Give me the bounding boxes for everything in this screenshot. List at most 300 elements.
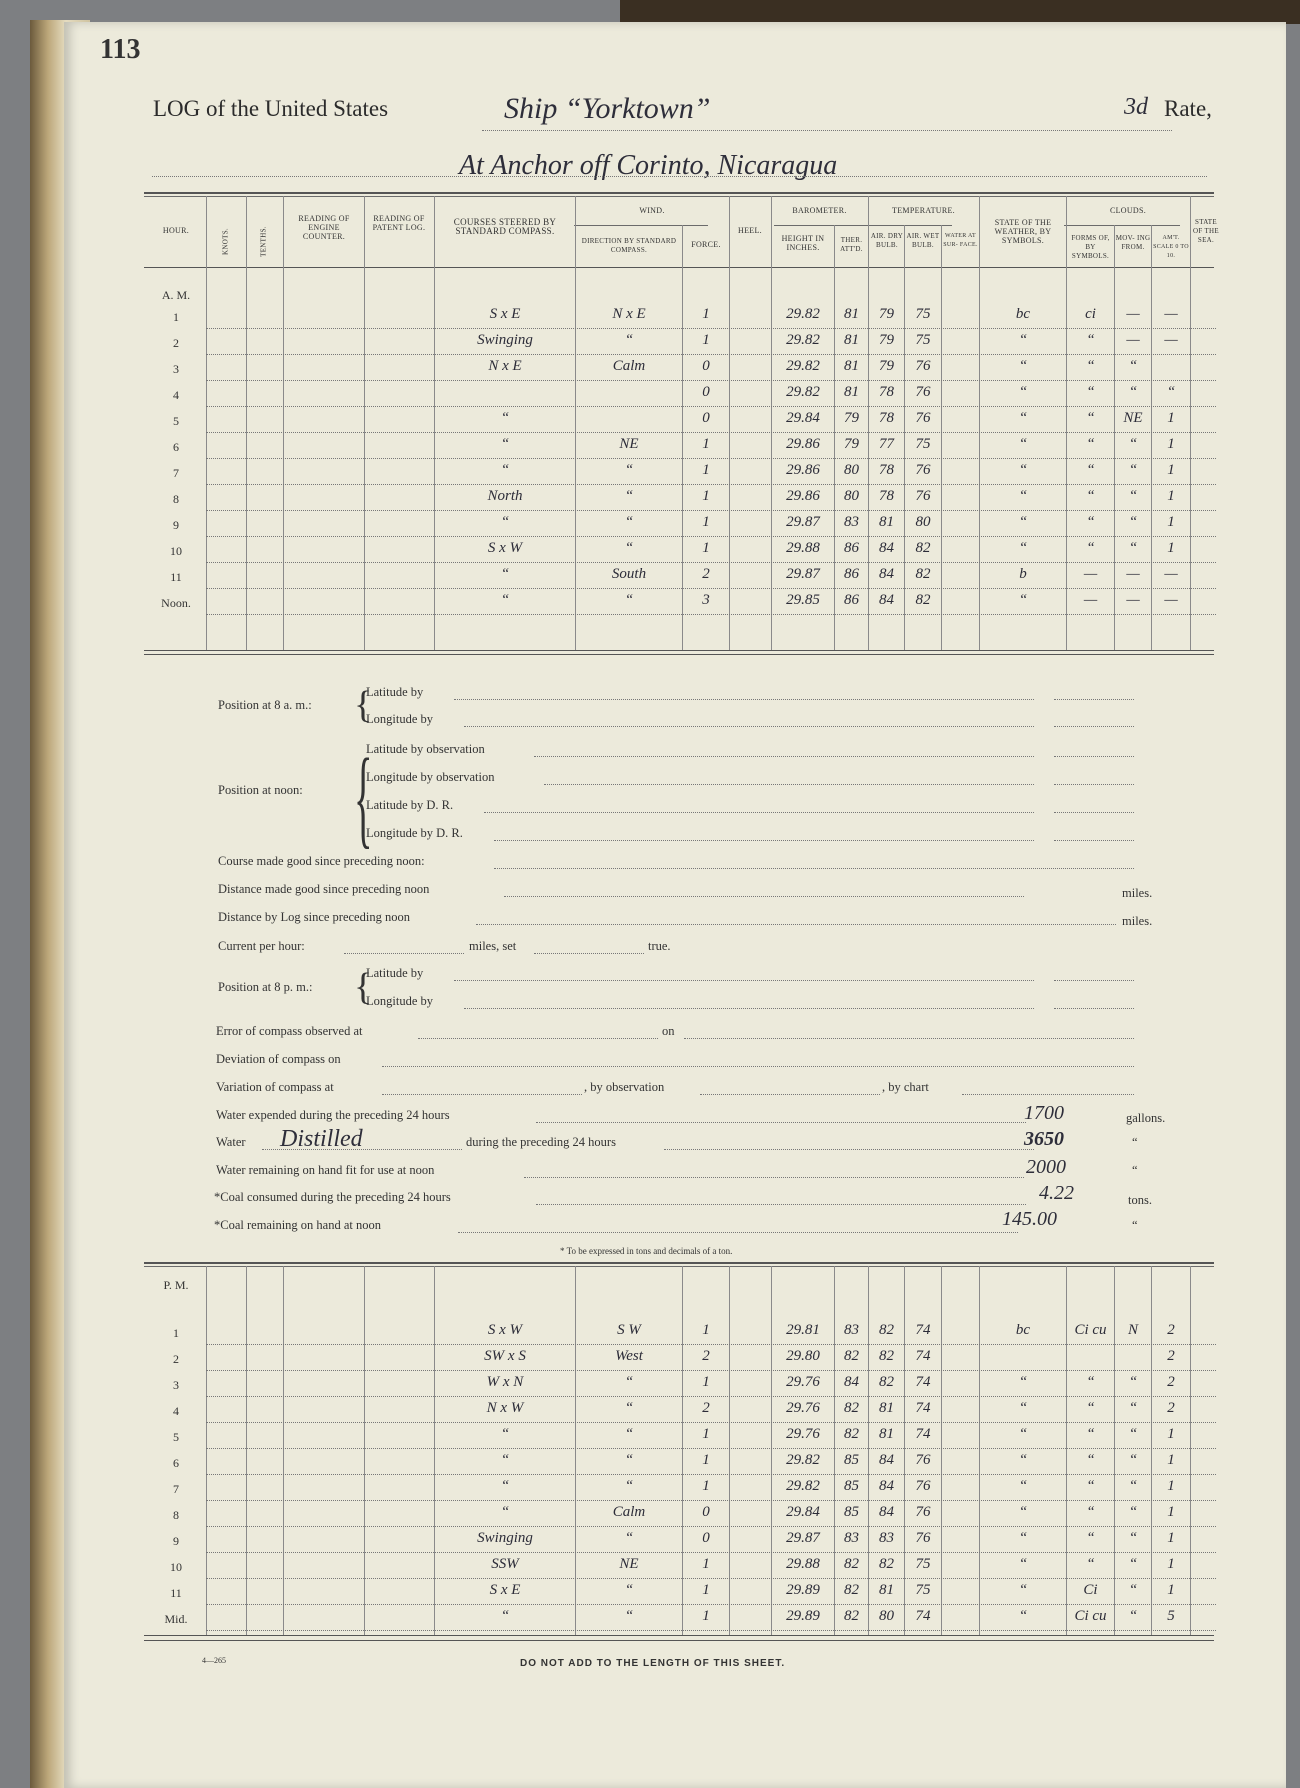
- brace-8am: {: [354, 684, 373, 726]
- wind-force-cell: 1: [702, 306, 710, 322]
- air-wet-cell: 75: [915, 1556, 931, 1572]
- air-dry-cell: 83: [879, 1530, 894, 1546]
- course-cell: “: [500, 1504, 510, 1520]
- cloud-amount-cell: 1: [1167, 1556, 1175, 1572]
- cloud-forms-cell: —: [1083, 592, 1098, 608]
- air-wet-cell: 76: [915, 410, 931, 426]
- pos-noon-long-dr: Longitude by D. R.: [366, 826, 463, 840]
- pos-noon-lat-dr: Latitude by D. R.: [366, 798, 454, 812]
- wind-force-cell: 1: [702, 1608, 710, 1624]
- cloud-amount-cell: 1: [1167, 1504, 1175, 1520]
- hdr-clouds: CLOUDS.: [1109, 206, 1147, 215]
- hour-cell: 6: [173, 440, 179, 454]
- cloud-amount-cell: 1: [1167, 540, 1175, 556]
- weather-state-cell: bc: [1015, 1322, 1031, 1338]
- coal-remaining-label: *Coal remaining on hand at noon: [214, 1218, 381, 1232]
- wind-direction-cell: Calm: [612, 1504, 646, 1520]
- cloud-amount-cell: 1: [1167, 1530, 1175, 1546]
- hour-cell: 10: [170, 1560, 182, 1574]
- hour-cell: 8: [173, 1508, 179, 1522]
- course-cell: N x E: [488, 358, 522, 374]
- course-cell: North: [487, 488, 523, 504]
- weather-state-cell: “: [1018, 1556, 1028, 1572]
- air-dry-cell: 84: [879, 540, 894, 556]
- air-dry-cell: 78: [879, 410, 894, 426]
- pos-8pm-long: Longitude by: [366, 994, 434, 1008]
- cloud-amount-cell: —: [1164, 592, 1178, 608]
- air-wet-cell: 74: [915, 1608, 931, 1624]
- cloud-amount-cell: —: [1164, 306, 1178, 322]
- cloud-amount-cell: —: [1164, 332, 1178, 348]
- air-dry-cell: 82: [879, 1556, 894, 1572]
- cloud-forms-cell: “: [1086, 540, 1095, 556]
- wind-force-cell: 1: [702, 1556, 710, 1572]
- baro-ther-cell: 80: [844, 462, 859, 478]
- hour-cell: 11: [170, 570, 182, 584]
- baro-ther-cell: 81: [844, 358, 859, 374]
- hour-cell: Noon.: [161, 596, 191, 610]
- baro-height-cell: 29.82: [786, 358, 820, 374]
- weather-state-cell: “: [1018, 1530, 1028, 1546]
- weather-state-cell: “: [1018, 1374, 1028, 1390]
- hdr-knots: KNOTS.: [221, 228, 230, 255]
- air-dry-cell: 81: [879, 1426, 894, 1442]
- cloud-moving-cell: “: [1128, 1400, 1138, 1416]
- cloud-forms-cell: “: [1086, 1530, 1095, 1546]
- course-cell: “: [500, 410, 510, 426]
- course-cell: Swinging: [477, 1530, 533, 1546]
- weather-state-cell: “: [1018, 592, 1028, 608]
- water-distilled-value: 3650: [1024, 1128, 1064, 1150]
- baro-ther-cell: 83: [844, 1322, 859, 1338]
- cloud-moving-cell: “: [1128, 1452, 1138, 1468]
- cloud-forms-cell: “: [1086, 1426, 1095, 1442]
- wind-force-cell: 2: [702, 566, 710, 582]
- baro-height-cell: 29.82: [786, 1452, 820, 1468]
- hour-cell: 4: [173, 388, 179, 402]
- baro-ther-cell: 86: [844, 540, 859, 556]
- weather-state-cell: “: [1018, 436, 1028, 452]
- distance-by-log: Distance by Log since preceding noon: [218, 910, 410, 924]
- cloud-moving-cell: “: [1128, 384, 1138, 400]
- water-distilled: Distilled: [280, 1126, 363, 1152]
- baro-height-cell: 29.85: [786, 592, 820, 608]
- cloud-moving-cell: “: [1128, 1426, 1138, 1442]
- wind-direction-cell: “: [624, 488, 634, 504]
- cloud-forms-cell: “: [1086, 1504, 1095, 1520]
- cloud-moving-cell: N: [1127, 1322, 1138, 1338]
- air-dry-cell: 79: [879, 332, 894, 348]
- air-dry-cell: 79: [879, 306, 894, 322]
- baro-ther-cell: 86: [844, 592, 859, 608]
- variation-by-observation: , by observation: [584, 1080, 665, 1094]
- baro-ther-cell: 82: [844, 1400, 859, 1416]
- form-number: 4—265: [202, 1656, 226, 1665]
- wind-force-cell: 0: [702, 358, 710, 374]
- wind-direction-cell: “: [624, 332, 634, 348]
- hdr-sea-state: STATE OF THE SEA.: [1193, 218, 1219, 244]
- air-wet-cell: 76: [915, 1504, 931, 1520]
- baro-height-cell: 29.87: [786, 566, 820, 582]
- baro-height-cell: 29.76: [786, 1374, 820, 1390]
- air-dry-cell: 84: [879, 592, 894, 608]
- cloud-forms-cell: “: [1086, 1374, 1095, 1390]
- baro-height-cell: 29.87: [786, 514, 820, 530]
- wind-direction-cell: “: [624, 1374, 634, 1390]
- air-dry-cell: 82: [879, 1322, 894, 1338]
- rate-label: Rate,: [1164, 96, 1212, 121]
- cloud-moving-cell: —: [1126, 566, 1140, 582]
- course-cell: S x E: [489, 306, 521, 322]
- air-wet-cell: 74: [915, 1426, 931, 1442]
- baro-height-cell: 29.80: [786, 1348, 820, 1364]
- coal-remaining-value: 145.00: [1002, 1208, 1057, 1230]
- hour-cell: 6: [173, 1456, 179, 1470]
- air-wet-cell: 76: [915, 1452, 931, 1468]
- air-wet-cell: 76: [915, 488, 931, 504]
- air-dry-cell: 78: [879, 384, 894, 400]
- wind-direction-cell: “: [624, 592, 634, 608]
- hdr-hour: HOUR.: [162, 226, 190, 235]
- cloud-forms-cell: “: [1086, 1452, 1095, 1468]
- wind-force-cell: 1: [702, 436, 710, 452]
- water-remaining-label: Water remaining on hand fit for use at noon: [216, 1163, 435, 1177]
- cloud-forms-cell: “: [1086, 332, 1095, 348]
- course-cell: “: [500, 1452, 510, 1468]
- water-remaining-value: 2000: [1026, 1156, 1066, 1178]
- wind-direction-cell: “: [624, 540, 634, 556]
- coal-consumed-value: 4.22: [1039, 1182, 1074, 1204]
- wind-force-cell: 2: [702, 1348, 710, 1364]
- hour-cell: Mid.: [164, 1612, 188, 1626]
- course-cell: “: [500, 1478, 510, 1494]
- baro-ther-cell: 85: [844, 1504, 859, 1520]
- hdr-wind: WIND.: [639, 206, 665, 215]
- wind-force-cell: 0: [702, 410, 710, 426]
- air-wet-cell: 76: [915, 462, 931, 478]
- wind-direction-cell: “: [624, 1608, 634, 1624]
- wind-force-cell: 1: [702, 488, 710, 504]
- pos-noon-label: Position at noon:: [218, 783, 303, 797]
- water-distilled-ditto: “: [1132, 1135, 1138, 1149]
- cloud-amount-cell: 1: [1167, 514, 1175, 530]
- air-wet-cell: 74: [915, 1348, 931, 1364]
- cloud-amount-cell: 2: [1167, 1400, 1175, 1416]
- water-expended-gallons: gallons.: [1126, 1111, 1166, 1125]
- cloud-moving-cell: “: [1128, 358, 1138, 374]
- wind-force-cell: 1: [702, 540, 710, 556]
- baro-height-cell: 29.82: [786, 1478, 820, 1494]
- hdr-patent-log: READING OF PATENT LOG.: [372, 214, 426, 232]
- ship-location: At Anchor off Corinto, Nicaragua: [459, 150, 838, 181]
- baro-height-cell: 29.84: [786, 1504, 820, 1520]
- cloud-amount-cell: —: [1164, 566, 1178, 582]
- hdr-air-wet: AIR. WET BULB.: [906, 232, 940, 249]
- log-page: [64, 22, 1286, 1788]
- course-cell: S x E: [489, 1582, 521, 1598]
- ship-name: Ship “Yorktown”: [504, 92, 711, 125]
- am-label: A. M.: [161, 288, 191, 302]
- air-dry-cell: 81: [879, 1400, 894, 1416]
- course-cell: S x W: [487, 540, 523, 556]
- wind-direction-cell: S W: [617, 1322, 641, 1338]
- cloud-amount-cell: 1: [1167, 1426, 1175, 1442]
- pos-noon-lat-obs: Latitude by observation: [366, 742, 485, 756]
- brace-noon: {: [354, 736, 373, 858]
- pos-8am-long: Longitude by: [366, 712, 434, 726]
- cloud-forms-cell: “: [1086, 514, 1095, 530]
- cloud-amount-cell: “: [1166, 384, 1176, 400]
- course-cell: N x W: [486, 1400, 524, 1416]
- hdr-tenths: TENTHS.: [259, 226, 268, 257]
- air-wet-cell: 76: [915, 1530, 931, 1546]
- baro-ther-cell: 84: [844, 1374, 859, 1390]
- wind-direction-cell: “: [624, 1530, 634, 1546]
- weather-state-cell: “: [1018, 1608, 1028, 1624]
- cloud-forms-cell: “: [1086, 384, 1095, 400]
- cloud-moving-cell: “: [1128, 1478, 1138, 1494]
- baro-height-cell: 29.88: [786, 540, 820, 556]
- cloud-amount-cell: 1: [1167, 488, 1175, 504]
- cloud-amount-cell: 1: [1167, 410, 1175, 426]
- hour-cell: 5: [173, 414, 179, 428]
- weather-state-cell: “: [1018, 332, 1028, 348]
- hour-cell: 11: [170, 1586, 182, 1600]
- hdr-cloud-amount: AM'T. SCALE 0 TO 10.: [1153, 235, 1189, 259]
- air-dry-cell: 78: [879, 488, 894, 504]
- air-wet-cell: 75: [915, 306, 931, 322]
- air-wet-cell: 75: [915, 1582, 931, 1598]
- hdr-wind-force: FORCE.: [691, 240, 721, 249]
- air-dry-cell: 78: [879, 462, 894, 478]
- wind-direction-cell: “: [624, 514, 634, 530]
- cloud-moving-cell: “: [1128, 540, 1138, 556]
- air-wet-cell: 75: [915, 436, 931, 452]
- course-cell: “: [500, 462, 510, 478]
- current-per-hour: Current per hour:: [218, 939, 305, 953]
- air-dry-cell: 81: [879, 514, 894, 530]
- current-miles-set: miles, set: [469, 939, 517, 953]
- cloud-moving-cell: “: [1128, 436, 1138, 452]
- baro-height-cell: 29.86: [786, 462, 820, 478]
- weather-state-cell: “: [1018, 488, 1028, 504]
- weather-state-cell: bc: [1015, 306, 1031, 322]
- weather-state-cell: “: [1018, 1478, 1028, 1494]
- wind-force-cell: 0: [702, 1504, 710, 1520]
- water-distilled-period: during the preceding 24 hours: [466, 1135, 616, 1149]
- air-wet-cell: 74: [915, 1374, 931, 1390]
- course-cell: “: [500, 592, 510, 608]
- wind-force-cell: 0: [702, 384, 710, 400]
- cloud-moving-cell: —: [1126, 332, 1140, 348]
- cloud-moving-cell: “: [1128, 1556, 1138, 1572]
- hdr-cloud-forms: FORMS OF, BY SYMBOLS.: [1071, 234, 1110, 260]
- deviation-compass: Deviation of compass on: [216, 1052, 341, 1066]
- wind-force-cell: 2: [702, 1400, 710, 1416]
- wind-direction-cell: “: [624, 1426, 634, 1442]
- baro-height-cell: 29.82: [786, 384, 820, 400]
- water-label: Water: [216, 1135, 246, 1149]
- air-wet-cell: 76: [915, 1478, 931, 1494]
- hdr-heel: HEEL.: [738, 226, 762, 235]
- wind-direction-cell: West: [615, 1348, 643, 1364]
- book-top-edge: [620, 0, 1300, 24]
- air-dry-cell: 80: [879, 1608, 894, 1624]
- air-wet-cell: 76: [915, 358, 931, 374]
- air-dry-cell: 84: [879, 1504, 894, 1520]
- baro-ther-cell: 85: [844, 1452, 859, 1468]
- wind-force-cell: 0: [702, 1530, 710, 1546]
- wind-force-cell: 1: [702, 1374, 710, 1390]
- log-title-prefix: LOG of the United States: [153, 96, 389, 121]
- baro-ther-cell: 83: [844, 1530, 859, 1546]
- cloud-forms-cell: Ci cu: [1074, 1608, 1107, 1624]
- baro-ther-cell: 82: [844, 1556, 859, 1572]
- wind-direction-cell: “: [624, 1582, 634, 1598]
- wind-direction-cell: “: [624, 1452, 634, 1468]
- course-cell: SSW: [491, 1556, 519, 1572]
- baro-height-cell: 29.88: [786, 1556, 820, 1572]
- hour-cell: 8: [173, 492, 179, 506]
- hdr-wind-direction: DIRECTION BY STANDARD COMPASS.: [581, 237, 677, 254]
- cloud-moving-cell: —: [1126, 306, 1140, 322]
- cloud-amount-cell: 2: [1167, 1348, 1175, 1364]
- wind-direction-cell: Calm: [612, 358, 646, 374]
- cloud-forms-cell: ci: [1085, 306, 1096, 322]
- wind-direction-cell: NE: [619, 1556, 639, 1572]
- wind-force-cell: 3: [702, 592, 710, 608]
- wind-force-cell: 1: [702, 514, 710, 530]
- course-cell: SW x S: [484, 1348, 526, 1364]
- cloud-amount-cell: 1: [1167, 1582, 1175, 1598]
- baro-height-cell: 29.89: [786, 1608, 820, 1624]
- air-dry-cell: 84: [879, 1452, 894, 1468]
- air-dry-cell: 82: [879, 1348, 894, 1364]
- distance-made-good: Distance made good since preceding noon: [218, 882, 430, 896]
- hour-cell: 3: [173, 362, 179, 376]
- cloud-moving-cell: “: [1128, 1608, 1138, 1624]
- baro-ther-cell: 82: [844, 1426, 859, 1442]
- wind-force-cell: 1: [702, 1582, 710, 1598]
- weather-state-cell: “: [1018, 462, 1028, 478]
- cloud-forms-cell: “: [1086, 410, 1095, 426]
- weather-state-cell: “: [1018, 1582, 1028, 1598]
- weather-state-cell: “: [1018, 1426, 1028, 1442]
- course-cell: “: [500, 1608, 510, 1624]
- wind-direction-cell: “: [624, 1400, 634, 1416]
- air-wet-cell: 82: [915, 540, 931, 556]
- cloud-amount-cell: 2: [1167, 1322, 1175, 1338]
- footnote: * To be expressed in tons and decimals of a ton.: [560, 1246, 733, 1256]
- hour-cell: 1: [173, 310, 179, 324]
- cloud-forms-cell: “: [1086, 1556, 1095, 1572]
- cloud-moving-cell: “: [1128, 1530, 1138, 1546]
- cloud-forms-cell: “: [1086, 1478, 1095, 1494]
- error-compass-on: on: [662, 1024, 675, 1038]
- weather-state-cell: “: [1018, 1400, 1028, 1416]
- baro-height-cell: 29.87: [786, 1530, 820, 1546]
- coal-consumed-tons: tons.: [1128, 1193, 1152, 1207]
- course-cell: W x N: [486, 1374, 524, 1390]
- weather-state-cell: “: [1018, 410, 1028, 426]
- baro-ther-cell: 81: [844, 306, 859, 322]
- hour-cell: 7: [173, 1482, 179, 1496]
- pos-8am-label: Position at 8 a. m.:: [218, 698, 312, 712]
- variation-by-chart: , by chart: [882, 1080, 929, 1094]
- air-wet-cell: 74: [915, 1322, 931, 1338]
- distance-made-good-miles: miles.: [1122, 886, 1153, 900]
- hdr-barometer: BAROMETER.: [792, 206, 847, 215]
- water-expended-label: Water expended during the preceding 24 hours: [216, 1108, 450, 1122]
- wind-direction-cell: “: [624, 1478, 634, 1494]
- cloud-forms-cell: “: [1086, 436, 1095, 452]
- weather-state-cell: b: [1019, 566, 1027, 582]
- hdr-air-dry: AIR. DRY BULB.: [870, 232, 904, 249]
- baro-ther-cell: 83: [844, 514, 859, 530]
- cloud-moving-cell: “: [1128, 1504, 1138, 1520]
- wind-direction-cell: South: [611, 566, 647, 582]
- page-number: 113: [100, 34, 141, 65]
- baro-height-cell: 29.76: [786, 1426, 820, 1442]
- baro-height-cell: 29.82: [786, 332, 820, 348]
- wind-force-cell: 1: [702, 332, 710, 348]
- hdr-water-surface: WATER AT SUR- FACE.: [943, 233, 978, 248]
- rate-value: 3d: [1124, 94, 1148, 120]
- baro-ther-cell: 82: [844, 1608, 859, 1624]
- course-made-good: Course made good since preceding noon:: [218, 854, 425, 868]
- baro-height-cell: 29.89: [786, 1582, 820, 1598]
- air-wet-cell: 74: [915, 1400, 931, 1416]
- cloud-amount-cell: 2: [1167, 1374, 1175, 1390]
- cloud-moving-cell: NE: [1123, 410, 1143, 426]
- wind-force-cell: 1: [702, 1426, 710, 1442]
- baro-height-cell: 29.84: [786, 410, 820, 426]
- weather-state-cell: “: [1018, 1452, 1028, 1468]
- baro-ther-cell: 86: [844, 566, 859, 582]
- cloud-moving-cell: “: [1128, 1374, 1138, 1390]
- air-dry-cell: 79: [879, 358, 894, 374]
- pos-noon-long-obs: Longitude by observation: [366, 770, 495, 784]
- weather-state-cell: “: [1018, 358, 1028, 374]
- cloud-amount-cell: 1: [1167, 1478, 1175, 1494]
- current-true: true.: [648, 939, 671, 953]
- air-wet-cell: 82: [915, 592, 931, 608]
- wind-force-cell: 1: [702, 462, 710, 478]
- hour-cell: 9: [173, 1534, 179, 1548]
- hour-cell: 1: [173, 1326, 179, 1340]
- coal-remaining-ditto: “: [1132, 1218, 1138, 1232]
- cloud-amount-cell: 1: [1167, 1452, 1175, 1468]
- hour-cell: 10: [170, 544, 182, 558]
- cloud-amount-cell: 1: [1167, 462, 1175, 478]
- cloud-moving-cell: “: [1128, 488, 1138, 504]
- air-dry-cell: 84: [879, 1478, 894, 1494]
- hdr-baro-height: HEIGHT IN INCHES.: [781, 234, 825, 252]
- cloud-forms-cell: Ci cu: [1074, 1322, 1107, 1338]
- weather-state-cell: “: [1018, 540, 1028, 556]
- wind-force-cell: 1: [702, 1322, 710, 1338]
- footer-notice: DO NOT ADD TO THE LENGTH OF THIS SHEET.: [520, 1658, 786, 1669]
- variation-compass: Variation of compass at: [216, 1080, 334, 1094]
- hour-cell: 3: [173, 1378, 179, 1392]
- cloud-amount-cell: 5: [1167, 1608, 1175, 1624]
- hdr-courses: COURSES STEERED BY STANDARD COMPASS.: [453, 217, 557, 236]
- hour-cell: 5: [173, 1430, 179, 1444]
- baro-ther-cell: 81: [844, 384, 859, 400]
- cloud-forms-cell: “: [1086, 488, 1095, 504]
- baro-ther-cell: 82: [844, 1582, 859, 1598]
- hdr-baro-ther: THER. ATT'D.: [840, 236, 863, 253]
